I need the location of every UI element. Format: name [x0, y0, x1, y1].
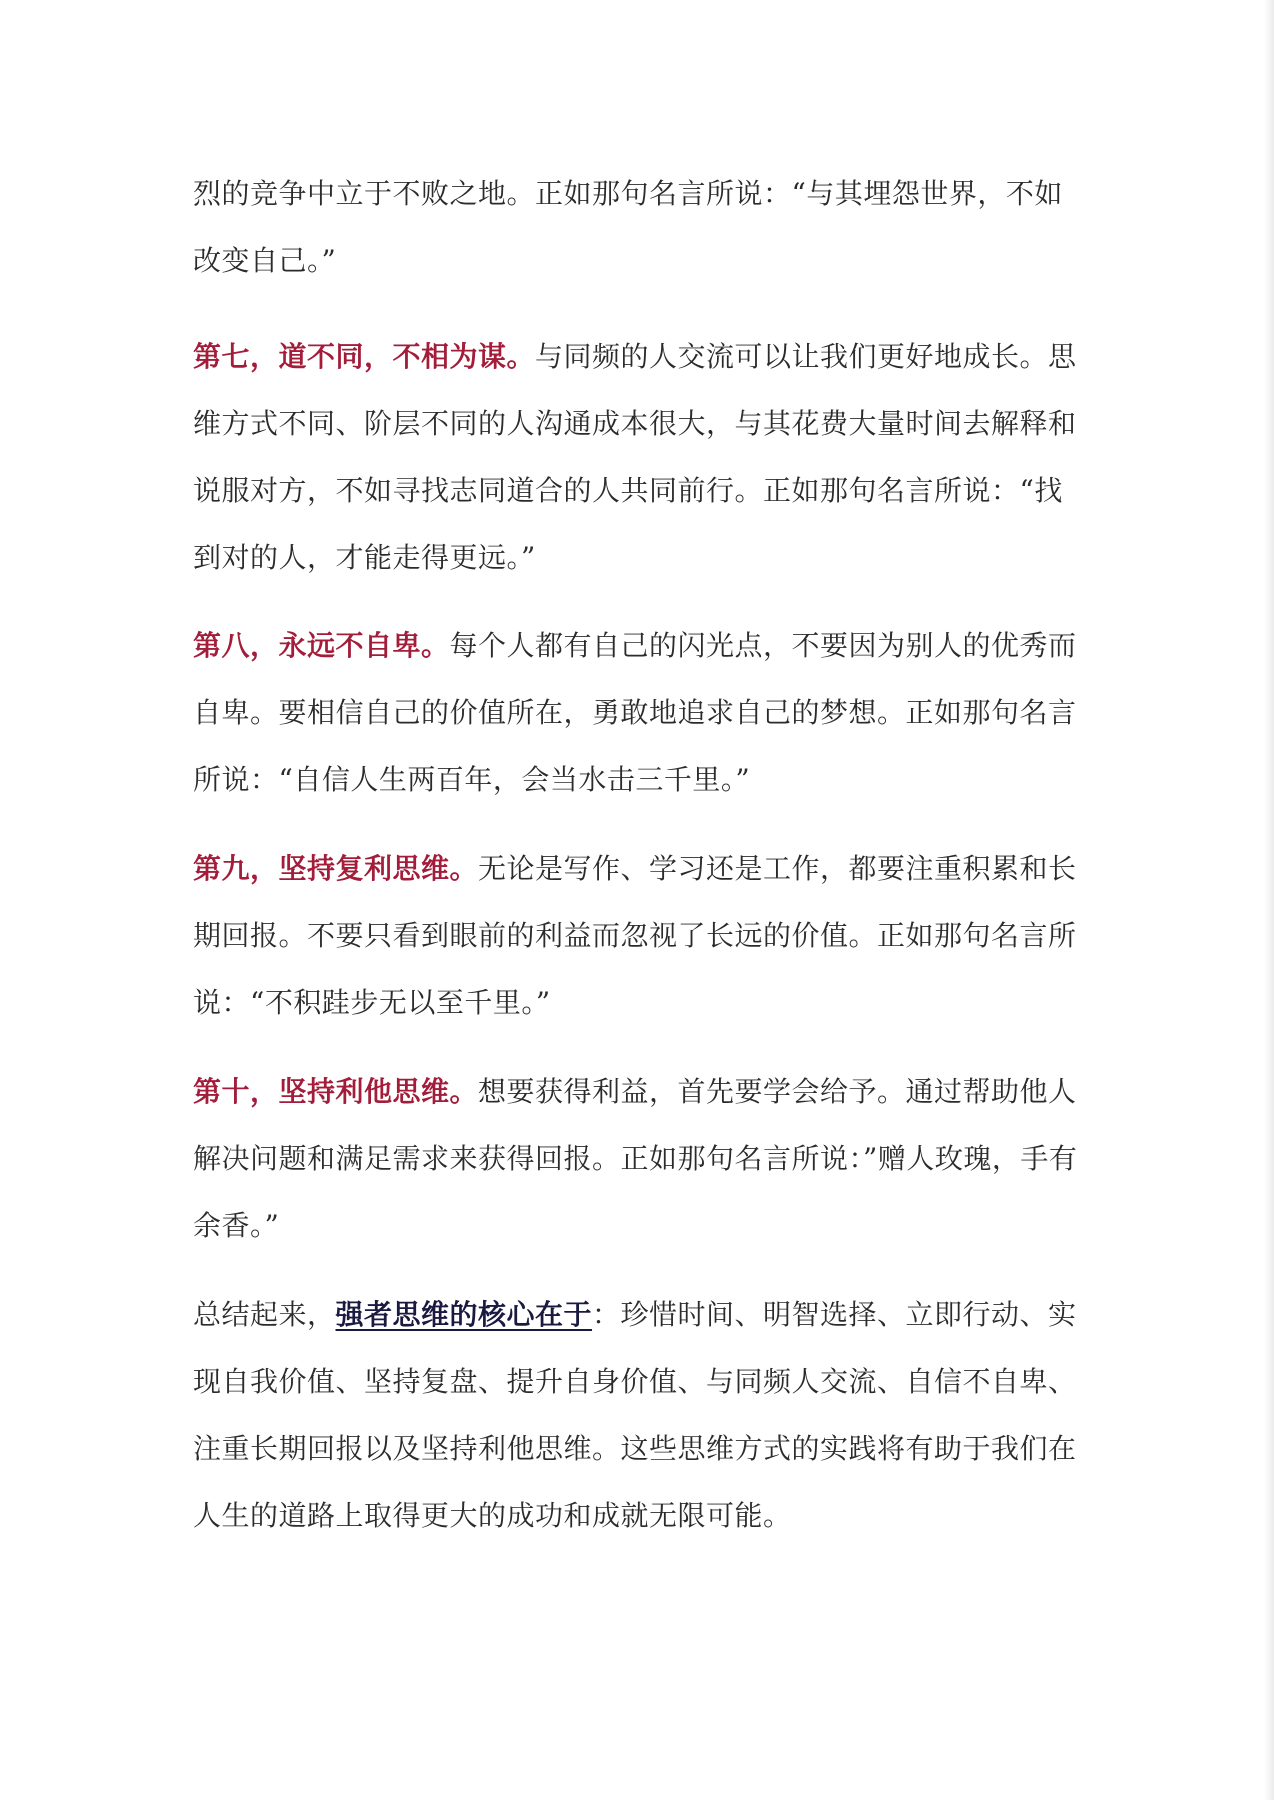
paragraph-10	[193, 1058, 1085, 1259]
paragraph-9	[193, 835, 1085, 1036]
paragraph-text: 与同频的人交流可以让我们更好地成长。思维方式不同、阶层不同的人沟通成本很大，与其花费大量时间去解释和说服对方，不如寻找志同道合的人共同前行。正如那句名言所说：“找到对的人，才能走得更远。”	[193, 340, 1077, 574]
paragraph-text: 烈的竞争中立于不败之地。正如那句名言所说：“与其埋怨世界，不如改变自己。”	[193, 177, 1063, 277]
paragraph-text: 想要获得利益，首先要学会给予。通过帮助他人解决问题和满足需求来获得回报。正如那句名言所说：”赠人玫瑰，手有余香。”	[193, 1075, 1078, 1242]
paragraph-heading: 第八，永远不自卑。	[193, 629, 450, 662]
paragraph-6-continuation	[193, 160, 1085, 294]
page-edge-shadow	[1264, 0, 1274, 1800]
paragraph-text: ：珍惜时间、明智选择、立即行动、实现自我价值、坚持复盘、提升自身价值、与同频人交流、自信不自卑、注重长期回报以及坚持利他思维。这些思维方式的实践将有助于我们在人生的道路上取得更大的成功和成就无限可能。	[193, 1298, 1077, 1532]
paragraph-text: 无论是写作、学习还是工作，都要注重积累和长期回报。不要只看到眼前的利益而忽视了长远的价值。正如那句名言所说：“不积跬步无以至千里。”	[193, 852, 1077, 1019]
summary-prefix: 总结起来，	[193, 1298, 336, 1331]
summary-emphasis: 强者思维的核心在于	[335, 1298, 593, 1331]
paragraph-8	[193, 612, 1085, 813]
paragraph-text: 每个人都有自己的闪光点，不要因为别人的优秀而自卑。要相信自己的价值所在，勇敢地追求自己的梦想。正如那句名言所说：“自信人生两百年，会当水击三千里。”	[193, 629, 1077, 796]
paragraph-7	[193, 323, 1085, 591]
paragraph-heading: 第九，坚持复利思维。	[193, 852, 479, 885]
paragraph-heading: 第十，坚持利他思维。	[193, 1075, 479, 1108]
summary-paragraph	[193, 1281, 1085, 1549]
paragraph-heading: 第七，道不同，不相为谋。	[193, 340, 536, 373]
